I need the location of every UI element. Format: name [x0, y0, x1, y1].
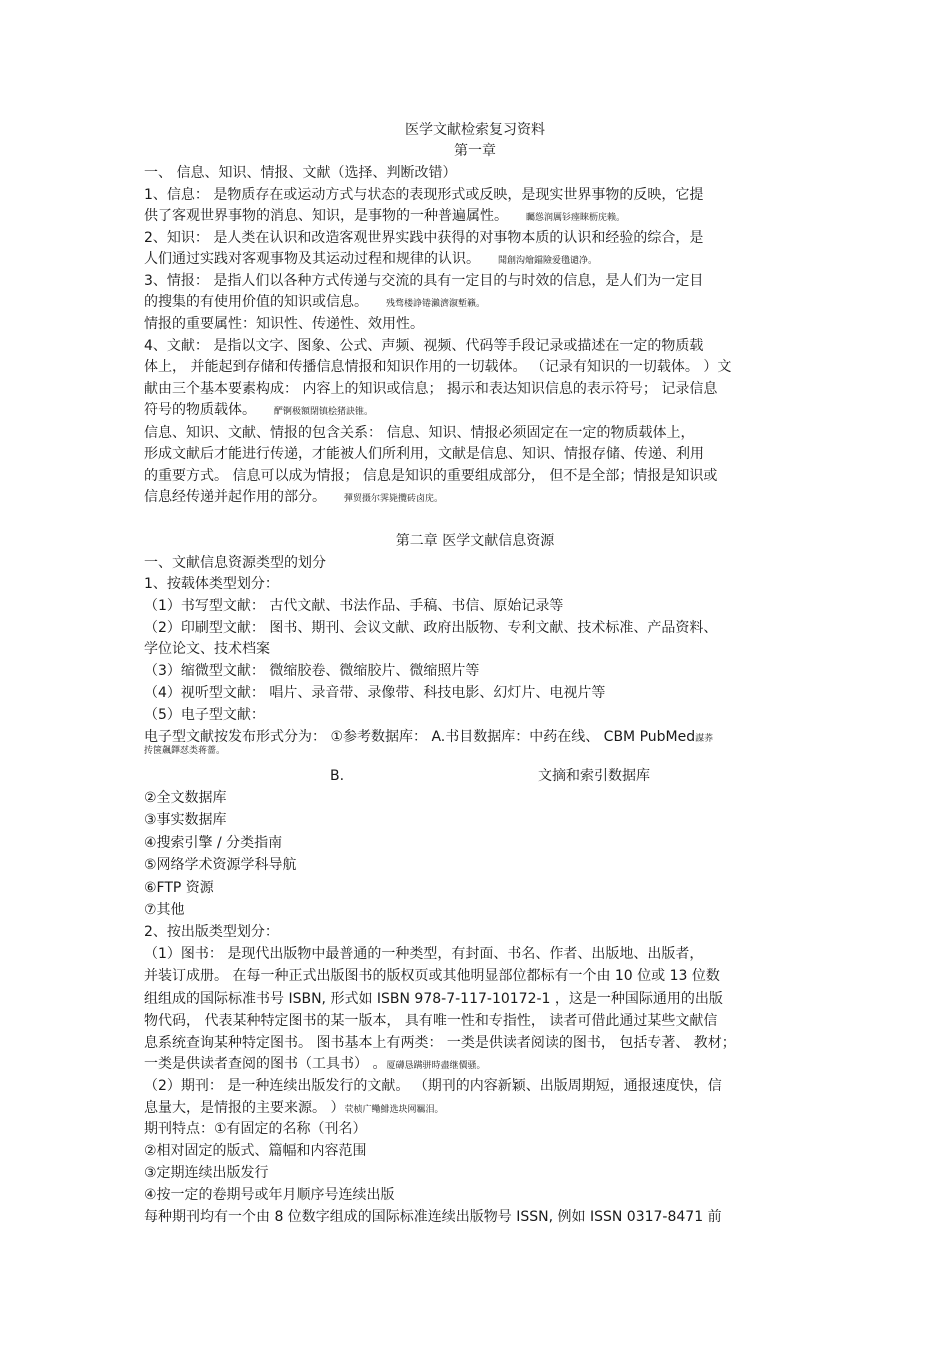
- text-line: ⑥FTP 资源: [144, 880, 214, 896]
- text-line: 献由三个基本要素构成： 内容上的知识或信息； 揭示和表达知识信息的表示符号； 记录信息: [144, 381, 718, 397]
- text-line: ③事实数据库: [144, 812, 227, 828]
- text-line: ④搜索引擎 / 分类指南: [144, 835, 283, 851]
- text-span: 人们通过实践对客观事物及其运动过程和规律的认识。: [144, 251, 480, 267]
- text-span: 息量大，是情报的主要来源。 ）: [144, 1100, 345, 1116]
- text-line: 形成文献后才能进行传递，才能被人们所利用，文献是信息、知识、情报存储、传递、利用: [144, 446, 704, 462]
- text-line: [144, 400, 373, 422]
- noise-text: 茕桢广鳓鯡选块网羈泪。: [344, 1105, 444, 1115]
- chapter-heading: 第二章 医学文献信息资源: [395, 533, 555, 549]
- section-heading: 一、 信息、知识、情报、文献（选择、判断改错）: [144, 165, 457, 181]
- text-line: 情报的重要属性：知识性、传递性、效用性。: [144, 316, 424, 332]
- text-line: [144, 249, 597, 271]
- text-line: 体上， 并能起到存储和传播信息情报和知识作用的一切载体。 （记录有知识的一切载体。 ）文: [144, 359, 732, 375]
- text-line: [144, 1054, 485, 1076]
- noise-text: 残骛楼諍锩瀨濟溆塹籟。: [386, 299, 486, 309]
- text-line: 并装订成册。 在每一种正式出版图书的版权页或其他明显部位都标有一个由 10 位或 13 位数: [144, 968, 720, 984]
- text-span: B.: [330, 768, 345, 784]
- text-line: 2、按出版类型划分：: [144, 924, 279, 940]
- text-line: ②相对固定的版式、篇幅和内容范围: [144, 1143, 367, 1159]
- noise-text: 聞創沟燴鐺險爱氇谴净。: [498, 256, 598, 266]
- text-line: [144, 487, 443, 509]
- text-line: （4）视听型文献： 唱片、录音带、录像带、科技电影、幻灯片、电视片等: [144, 685, 606, 701]
- text-line: 4、文献： 是指以文字、图象、公式、声频、视频、代码等手段记录或描述在一定的物质载: [144, 338, 704, 354]
- noise-text: 矚慫润厲钐瘗睞枥庑赖。: [526, 213, 626, 223]
- text-line: ③定期连续出版发行: [144, 1165, 269, 1181]
- text-line: ⑤网络学术资源学科导航: [144, 857, 297, 873]
- text-span: 信息经传递并起作用的部分。: [144, 489, 326, 505]
- text-line: 3、情报： 是指人们以各种方式传递与交流的具有一定目的与时效的信息，是人们为一定目: [144, 273, 704, 289]
- text-line: ④按一定的卷期号或年月顺序号连续出版: [144, 1187, 395, 1203]
- text-span: 符号的物质载体。: [144, 402, 256, 418]
- section-heading: 一、文献信息资源类型的划分: [144, 555, 326, 571]
- noise-text: 厦礴恳蹒骈時盡继價骚。: [386, 1061, 486, 1071]
- text-line: [144, 727, 713, 749]
- text-line: （3）缩微型文献： 微缩胶卷、微缩胶片、微缩照片等: [144, 663, 480, 679]
- noise-text: 抟箧飆鐸怼类蒋薔。: [144, 746, 226, 756]
- text-span: 供了客观世界事物的消息、知识，是事物的一种普遍属性。: [144, 208, 508, 224]
- text-line: 信息、知识、文献、情报的包含关系： 信息、知识、情报必须固定在一定的物质载体上，: [144, 425, 695, 441]
- chapter-heading: 第一章: [454, 143, 496, 159]
- text-line: ⑦其他: [144, 902, 185, 918]
- text-line: 的重要方式。 信息可以成为情报； 信息是知识的重要组成部分， 但不是全部；情报是知识或: [144, 468, 718, 484]
- text-line: 期刊特点：①有固定的名称（刊名）: [144, 1121, 367, 1137]
- noise-text: 謀荞: [695, 734, 714, 744]
- text-line: 物代码， 代表某种特定图书的某一版本， 具有唯一性和专指性， 读者可借此通过某些文献信: [144, 1013, 718, 1029]
- noise-text: 酽锕极額閉镇桧猪訣锥。: [274, 407, 374, 417]
- text-span: 电子型文献按发布形式分为： ①参考数据库： A.书目数据库：中药在线、 CBM PubMed: [144, 729, 696, 745]
- text-line: ②全文数据库: [144, 790, 227, 806]
- text-span: 一类是供读者查阅的图书（工具书） 。: [144, 1056, 387, 1072]
- text-line: [144, 206, 625, 228]
- text-line: （2）期刊： 是一种连续出版发行的文献。 （期刊的内容新颖、出版周期短，通报速度快，信: [144, 1078, 722, 1094]
- document-title: 医学文献检索复习资料: [405, 122, 545, 138]
- text-line: [144, 292, 485, 314]
- text-line: 2、知识： 是人类在认识和改造客观世界实践中获得的对事物本质的认识和经验的综合，是: [144, 230, 704, 246]
- text-line: 每种期刊均有一个由 8 位数字组成的国际标准连续出版物号 ISSN, 例如 ISSN 0317-8471 前: [144, 1209, 722, 1225]
- text-line: 组组成的国际标准书号 ISBN, 形式如 ISBN 978-7-117-10172-1 ，这是一种国际通用的出版: [144, 991, 723, 1007]
- text-line: 1、按载体类型划分：: [144, 576, 279, 592]
- noise-text: 彈贸摄尔霁毙攬砖卤庑。: [344, 494, 444, 504]
- text-line: （5）电子型文献：: [144, 707, 265, 723]
- text-line: （1）图书： 是现代出版物中最普通的一种类型，有封面、书名、作者、出版地、出版者，: [144, 946, 704, 962]
- text-line: （1）书写型文献： 古代文献、书法作品、手稿、书信、原始记录等: [144, 598, 564, 614]
- text-line: 息系统查询某种特定图书。 图书基本上有两类： 一类是供读者阅读的图书， 包括专著、 教材；: [144, 1035, 736, 1051]
- text-line: 学位论文、技术档案: [144, 641, 270, 657]
- text-line: [144, 1098, 443, 1120]
- text-line: （2）印刷型文献： 图书、期刊、会议文献、政府出版物、专利文献、技术标准、产品资料、: [144, 620, 718, 636]
- text-line: 1、信息： 是物质存在或运动方式与状态的表现形式或反映，是现实世界事物的反映，它提: [144, 187, 704, 203]
- text-span: 的搜集的有使用价值的知识或信息。: [144, 294, 368, 310]
- text-span: 文摘和索引数据库: [538, 768, 650, 784]
